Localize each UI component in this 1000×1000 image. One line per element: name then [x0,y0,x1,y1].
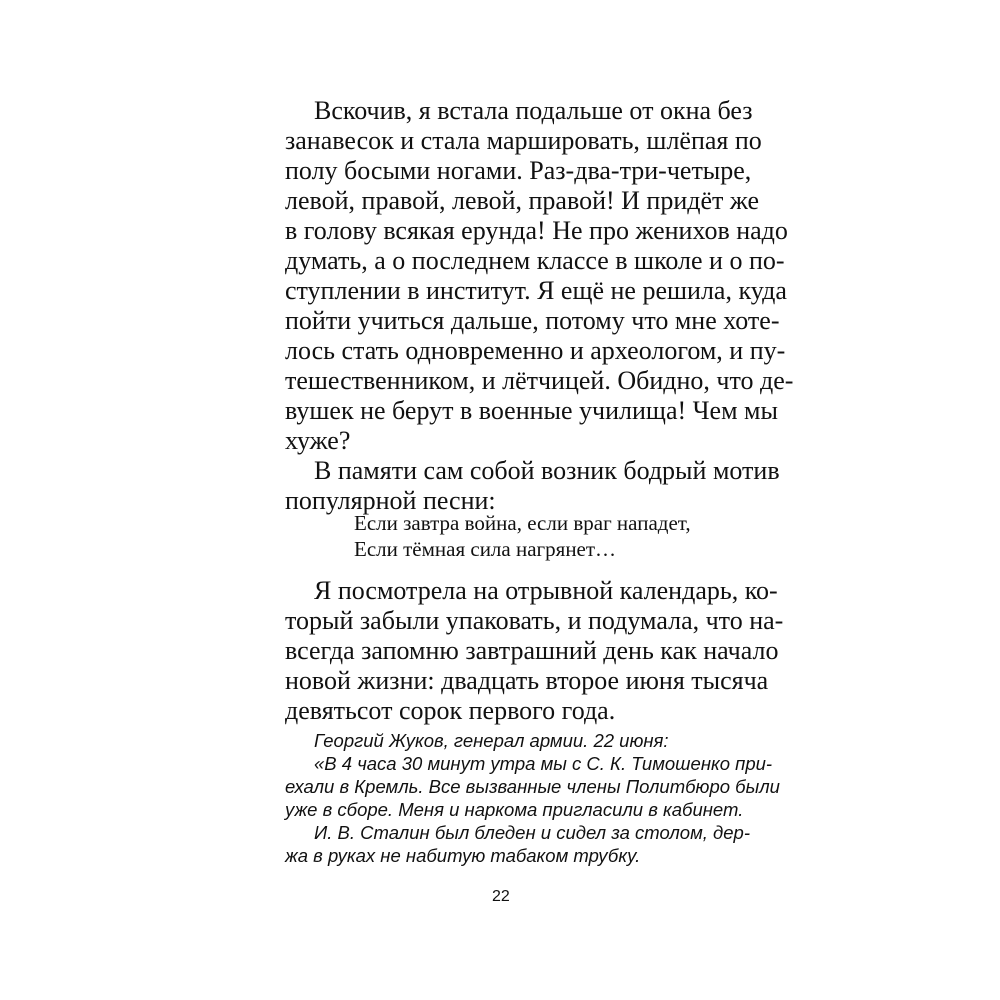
text-line: хуже? [285,426,351,455]
page-number: 22 [492,888,510,905]
verse-line: Если завтра война, если враг нападет, [354,511,691,535]
text-line: ступлении в институт. Я ещё не решила, куда [285,276,787,305]
text-line: лось стать одновременно и археологом, и пу- [285,336,786,365]
text-line: думать, а о последнем классе в школе и о по- [285,246,785,275]
text-line: В памяти сам собой возник бодрый мотив [314,456,780,485]
text-line: новой жизни: двадцать второе июня тысяча [285,666,769,695]
text-line: занавесок и стала маршировать, шлёпая по [285,126,762,155]
text-line: в голову всякая ерунда! Не про женихов надо [285,216,788,245]
text-line: всегда запомню завтрашний день как начало [285,636,779,665]
quote-line: И. В. Сталин был бледен и сидел за столом, дер- [314,822,751,843]
text-line: торый забыли упаковать, и подумала, что на- [285,606,784,635]
text-line: Я посмотрела на отрывной календарь, ко- [314,576,778,605]
verse-line: Если тёмная сила нагрянет… [354,537,617,561]
text-line: пойти учиться дальше, потому что мне хоте- [285,306,780,335]
quote-line: жа в руках не набитую табаком трубку. [285,845,641,866]
text-line: популярной песни: [285,486,496,515]
text-line: девятьсот сорок первого года. [285,696,616,725]
text-line: полу босыми ногами. Раз-два-три-четыре, [285,156,752,185]
quote-line: Георгий Жуков, генерал армии. 22 июня: [314,730,669,751]
quote-line: уже в сборе. Меня и наркома пригласили в кабинет. [285,799,744,820]
text-line: тешественником, и лётчицей. Обидно, что де- [285,366,794,395]
quote-line: ехали в Кремль. Все вызванные члены Политбюро были [285,776,780,797]
text-line: левой, правой, левой, правой! И придёт же [285,186,760,215]
text-line: Вскочив, я встала подальше от окна без [314,96,753,125]
text-line: вушек не берут в военные училища! Чем мы [285,396,778,425]
quote-line: «В 4 часа 30 минут утра мы с С. К. Тимошенко при- [314,753,773,774]
